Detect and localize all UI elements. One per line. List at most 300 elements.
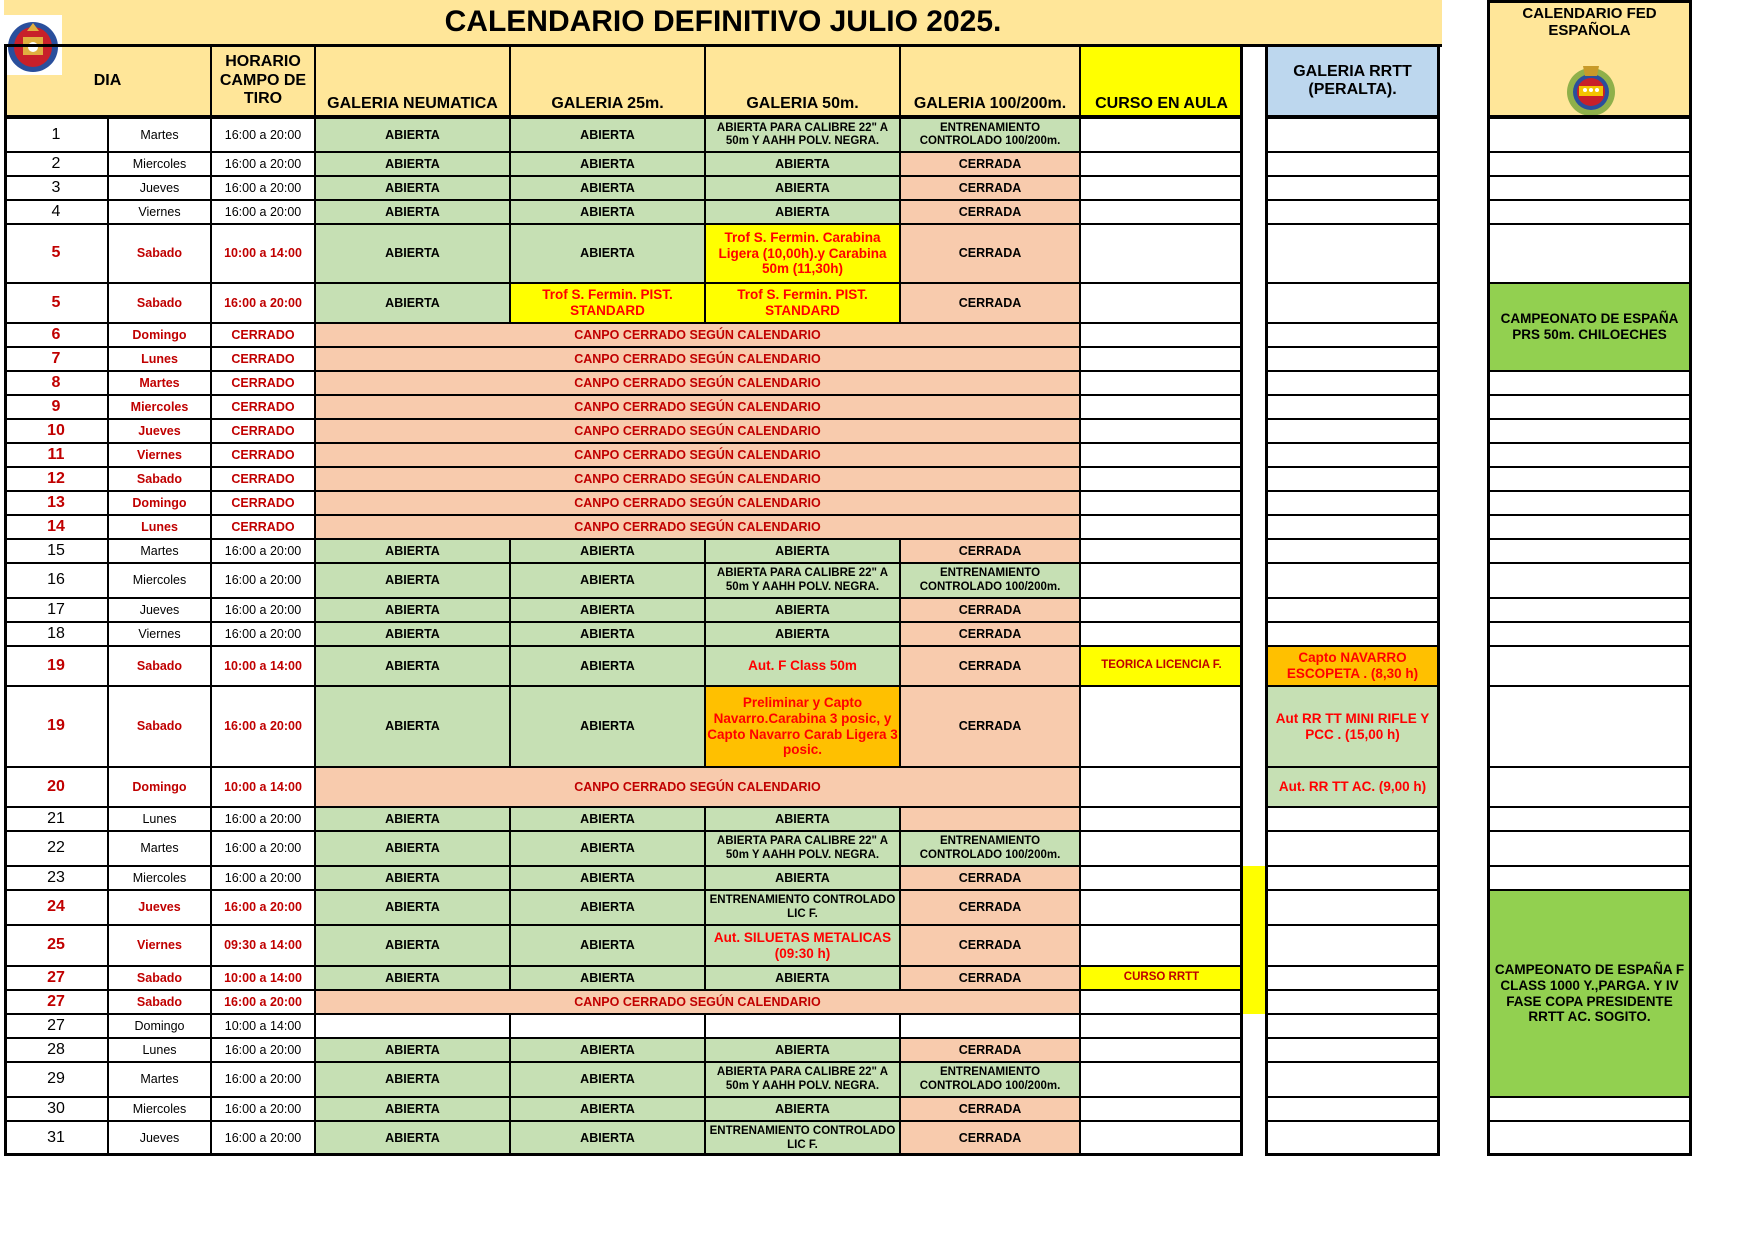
day-number: 2 — [4, 152, 108, 176]
fed-empty-cell — [1487, 118, 1692, 152]
galeria-neumatica-status: ABIERTA — [315, 890, 510, 925]
galeria-rrtt-cell — [1265, 622, 1440, 646]
galeria-50-status: ABIERTA — [705, 622, 900, 646]
galeria-rrtt-cell — [1265, 395, 1440, 419]
galeria-25-status: Trof S. Fermin. PIST. STANDARD — [510, 283, 705, 323]
day-name: Viernes — [108, 925, 211, 966]
galeria-rrtt-cell — [1265, 347, 1440, 371]
fed-empty-cell — [1487, 419, 1692, 443]
galeria-neumatica-status: ABIERTA — [315, 686, 510, 767]
galeria-neumatica-status: ABIERTA — [315, 807, 510, 831]
galeria-100-status: ENTRENAMIENTO CONTROLADO 100/200m. — [900, 563, 1080, 598]
fed-empty-cell — [1487, 866, 1692, 890]
schedule-hours: 10:00 a 14:00 — [211, 646, 315, 686]
galeria-rrtt-cell — [1265, 419, 1440, 443]
galeria-100-status: CERRADA — [900, 176, 1080, 200]
galeria-rrtt-cell — [1265, 990, 1440, 1014]
curso-aula-cell — [1080, 866, 1243, 890]
day-number: 18 — [4, 622, 108, 646]
curso-aula-cell — [1080, 491, 1243, 515]
galeria-25-status: ABIERTA — [510, 598, 705, 622]
day-name: Sabado — [108, 224, 211, 283]
day-name: Martes — [108, 118, 211, 152]
day-number: 13 — [4, 491, 108, 515]
curso-aula-cell — [1080, 419, 1243, 443]
galeria-100-status: ENTRENAMIENTO CONTROLADO 100/200m. — [900, 831, 1080, 866]
day-name: Sabado — [108, 990, 211, 1014]
galeria-50-status: Preliminar y Capto Navarro.Carabina 3 posic, y Capto Navarro Carab Ligera 3 posic. — [705, 686, 900, 767]
day-name: Jueves — [108, 419, 211, 443]
galeria-50-status: ABIERTA — [705, 152, 900, 176]
fed-empty-cell — [1487, 371, 1692, 395]
day-number: 7 — [4, 347, 108, 371]
schedule-hours: 10:00 a 14:00 — [211, 966, 315, 990]
schedule-hours: 10:00 a 14:00 — [211, 1014, 315, 1038]
fed-empty-cell — [1487, 152, 1692, 176]
fed-empty-cell — [1487, 467, 1692, 491]
galeria-neumatica-status: ABIERTA — [315, 925, 510, 966]
day-name: Domingo — [108, 323, 211, 347]
curso-aula-cell — [1080, 371, 1243, 395]
day-number: 15 — [4, 539, 108, 563]
fed-empty-cell — [1487, 563, 1692, 598]
schedule-hours: 16:00 a 20:00 — [211, 176, 315, 200]
day-name: Martes — [108, 371, 211, 395]
galeria-neumatica-status: ABIERTA — [315, 1097, 510, 1121]
curso-aula-cell — [1080, 598, 1243, 622]
fed-event: CAMPEONATO DE ESPAÑA F CLASS 1000 Y.,PARGA. Y IV FASE COPA PRESIDENTE RRTT AC. SOGITO. — [1487, 890, 1692, 1097]
fed-empty-cell — [1487, 515, 1692, 539]
galeria-rrtt-cell — [1265, 1014, 1440, 1038]
galeria-50-status: ENTRENAMIENTO CONTROLADO LIC F. — [705, 1121, 900, 1156]
curso-aula-cell — [1080, 323, 1243, 347]
galeria-50-status — [705, 1014, 900, 1038]
galeria-50-status: ABIERTA — [705, 539, 900, 563]
galeria-100-status: CERRADA — [900, 1097, 1080, 1121]
galeria-rrtt-cell — [1265, 176, 1440, 200]
closed-notice: CANPO CERRADO SEGÚN CALENDARIO — [315, 767, 1080, 807]
fed-empty-cell — [1487, 598, 1692, 622]
galeria-rrtt-cell — [1265, 1062, 1440, 1097]
day-name: Sabado — [108, 646, 211, 686]
schedule-hours: CERRADO — [211, 467, 315, 491]
schedule-hours: 16:00 a 20:00 — [211, 200, 315, 224]
galeria-25-status: ABIERTA — [510, 646, 705, 686]
day-number: 14 — [4, 515, 108, 539]
day-name: Jueves — [108, 598, 211, 622]
curso-aula-cell — [1080, 1062, 1243, 1097]
schedule-hours: 16:00 a 20:00 — [211, 807, 315, 831]
header-fed: CALENDARIO FED ESPAÑOLA — [1487, 0, 1692, 118]
galeria-neumatica-status: ABIERTA — [315, 152, 510, 176]
closed-notice: CANPO CERRADO SEGÚN CALENDARIO — [315, 395, 1080, 419]
galeria-neumatica-status: ABIERTA — [315, 1121, 510, 1156]
curso-aula-cell — [1080, 200, 1243, 224]
galeria-rrtt-cell: Aut. RR TT AC. (9,00 h) — [1265, 767, 1440, 807]
schedule-hours: 16:00 a 20:00 — [211, 563, 315, 598]
schedule-hours: CERRADO — [211, 515, 315, 539]
schedule-hours: 16:00 a 20:00 — [211, 283, 315, 323]
schedule-hours: 16:00 a 20:00 — [211, 686, 315, 767]
page-title: CALENDARIO DEFINITIVO JULIO 2025. — [4, 0, 1442, 47]
galeria-neumatica-status: ABIERTA — [315, 622, 510, 646]
closed-notice: CANPO CERRADO SEGÚN CALENDARIO — [315, 515, 1080, 539]
fed-empty-cell — [1487, 1121, 1692, 1156]
galeria-25-status: ABIERTA — [510, 925, 705, 966]
galeria-25-status: ABIERTA — [510, 118, 705, 152]
day-number: 25 — [4, 925, 108, 966]
galeria-25-status — [510, 1014, 705, 1038]
curso-aula-cell: TEORICA LICENCIA F. — [1080, 646, 1243, 686]
galeria-100-status — [900, 1014, 1080, 1038]
galeria-rrtt-cell: Capto NAVARRO ESCOPETA . (8,30 h) — [1265, 646, 1440, 686]
galeria-25-status: ABIERTA — [510, 539, 705, 563]
galeria-neumatica-status: ABIERTA — [315, 646, 510, 686]
fed-empty-cell — [1487, 767, 1692, 807]
day-name: Miercoles — [108, 866, 211, 890]
galeria-100-status: CERRADA — [900, 646, 1080, 686]
galeria-neumatica-status: ABIERTA — [315, 866, 510, 890]
galeria-100-status: CERRADA — [900, 598, 1080, 622]
galeria-rrtt-cell — [1265, 283, 1440, 323]
closed-notice: CANPO CERRADO SEGÚN CALENDARIO — [315, 443, 1080, 467]
schedule-hours: 09:30 a 14:00 — [211, 925, 315, 966]
galeria-rrtt-cell — [1265, 224, 1440, 283]
day-name: Jueves — [108, 890, 211, 925]
day-number: 21 — [4, 807, 108, 831]
galeria-50-status: ABIERTA — [705, 966, 900, 990]
galeria-rrtt-cell — [1265, 200, 1440, 224]
day-name: Miercoles — [108, 563, 211, 598]
schedule-hours: 16:00 a 20:00 — [211, 866, 315, 890]
galeria-rrtt-cell — [1265, 807, 1440, 831]
curso-aula-cell — [1080, 467, 1243, 491]
galeria-neumatica-status: ABIERTA — [315, 1038, 510, 1062]
galeria-50-status: ABIERTA PARA CALIBRE 22" A 50m Y AAHH POLV. NEGRA. — [705, 563, 900, 598]
header-neumatica: GALERIA NEUMATICA — [315, 44, 510, 118]
galeria-rrtt-cell — [1265, 563, 1440, 598]
schedule-hours: 16:00 a 20:00 — [211, 1097, 315, 1121]
schedule-hours: 16:00 a 20:00 — [211, 152, 315, 176]
curso-aula-cell — [1080, 1121, 1243, 1156]
day-name: Lunes — [108, 347, 211, 371]
galeria-100-status — [900, 807, 1080, 831]
day-name: Lunes — [108, 1038, 211, 1062]
closed-notice: CANPO CERRADO SEGÚN CALENDARIO — [315, 323, 1080, 347]
fed-empty-cell — [1487, 224, 1692, 283]
curso-aula-cell — [1080, 176, 1243, 200]
aula-highlight-strip — [1243, 866, 1265, 1014]
galeria-50-status: ABIERTA — [705, 200, 900, 224]
day-number: 8 — [4, 371, 108, 395]
galeria-100-status: CERRADA — [900, 200, 1080, 224]
galeria-neumatica-status: ABIERTA — [315, 118, 510, 152]
header-galeria-50: GALERIA 50m. — [705, 44, 900, 118]
galeria-100-status: CERRADA — [900, 539, 1080, 563]
day-number: 10 — [4, 419, 108, 443]
schedule-hours: 10:00 a 14:00 — [211, 224, 315, 283]
galeria-100-status: CERRADA — [900, 890, 1080, 925]
galeria-25-status: ABIERTA — [510, 200, 705, 224]
galeria-rrtt-cell — [1265, 598, 1440, 622]
schedule-hours: 16:00 a 20:00 — [211, 1121, 315, 1156]
galeria-100-status: CERRADA — [900, 622, 1080, 646]
galeria-neumatica-status: ABIERTA — [315, 283, 510, 323]
galeria-100-status: CERRADA — [900, 283, 1080, 323]
curso-aula-cell — [1080, 622, 1243, 646]
day-number: 31 — [4, 1121, 108, 1156]
day-name: Domingo — [108, 767, 211, 807]
header-curso-aula: CURSO EN AULA — [1080, 44, 1243, 118]
closed-notice: CANPO CERRADO SEGÚN CALENDARIO — [315, 371, 1080, 395]
day-name: Jueves — [108, 176, 211, 200]
curso-aula-cell — [1080, 283, 1243, 323]
schedule-hours: CERRADO — [211, 443, 315, 467]
closed-notice: CANPO CERRADO SEGÚN CALENDARIO — [315, 990, 1080, 1014]
curso-aula-cell — [1080, 1097, 1243, 1121]
galeria-rrtt-cell — [1265, 890, 1440, 925]
day-number: 24 — [4, 890, 108, 925]
day-number: 9 — [4, 395, 108, 419]
galeria-rrtt-cell — [1265, 371, 1440, 395]
day-name: Viernes — [108, 622, 211, 646]
day-name: Sabado — [108, 966, 211, 990]
day-name: Lunes — [108, 807, 211, 831]
galeria-50-status: ABIERTA — [705, 866, 900, 890]
galeria-neumatica-status: ABIERTA — [315, 539, 510, 563]
schedule-hours: 10:00 a 14:00 — [211, 767, 315, 807]
galeria-rrtt-cell — [1265, 323, 1440, 347]
day-name: Viernes — [108, 443, 211, 467]
day-number: 22 — [4, 831, 108, 866]
day-number: 17 — [4, 598, 108, 622]
galeria-rrtt-cell — [1265, 866, 1440, 890]
day-number: 30 — [4, 1097, 108, 1121]
galeria-rrtt-cell — [1265, 966, 1440, 990]
galeria-25-status: ABIERTA — [510, 1097, 705, 1121]
club-crest-icon — [4, 15, 62, 75]
fed-empty-cell — [1487, 831, 1692, 866]
galeria-25-status: ABIERTA — [510, 152, 705, 176]
galeria-rrtt-cell — [1265, 1121, 1440, 1156]
curso-aula-cell — [1080, 347, 1243, 371]
galeria-50-status: ABIERTA — [705, 598, 900, 622]
galeria-neumatica-status: ABIERTA — [315, 224, 510, 283]
day-name: Sabado — [108, 686, 211, 767]
galeria-rrtt-cell — [1265, 925, 1440, 966]
galeria-50-status: Trof S. Fermin. PIST. STANDARD — [705, 283, 900, 323]
fed-empty-cell — [1487, 176, 1692, 200]
galeria-100-status: CERRADA — [900, 152, 1080, 176]
header-galeria-rrtt: GALERIA RRTT (PERALTA). — [1265, 44, 1440, 118]
schedule-hours: CERRADO — [211, 395, 315, 419]
galeria-25-status: ABIERTA — [510, 622, 705, 646]
header-dia: DIA — [4, 44, 211, 118]
day-number: 27 — [4, 966, 108, 990]
galeria-100-status: CERRADA — [900, 966, 1080, 990]
galeria-100-status: CERRADA — [900, 925, 1080, 966]
schedule-hours: 16:00 a 20:00 — [211, 118, 315, 152]
schedule-hours: CERRADO — [211, 323, 315, 347]
header-horario: HORARIO CAMPO DE TIRO — [211, 44, 315, 118]
curso-aula-cell — [1080, 925, 1243, 966]
galeria-100-status: ENTRENAMIENTO CONTROLADO 100/200m. — [900, 118, 1080, 152]
galeria-50-status: Trof S. Fermin. Carabina Ligera (10,00h).y Carabina 50m (11,30h) — [705, 224, 900, 283]
day-number: 19 — [4, 646, 108, 686]
galeria-50-status: ABIERTA — [705, 1097, 900, 1121]
galeria-25-status: ABIERTA — [510, 831, 705, 866]
closed-notice: CANPO CERRADO SEGÚN CALENDARIO — [315, 467, 1080, 491]
fed-empty-cell — [1487, 807, 1692, 831]
fed-empty-cell — [1487, 491, 1692, 515]
fed-empty-cell — [1487, 622, 1692, 646]
galeria-neumatica-status — [315, 1014, 510, 1038]
day-number: 19 — [4, 686, 108, 767]
day-number: 23 — [4, 866, 108, 890]
galeria-neumatica-status: ABIERTA — [315, 200, 510, 224]
curso-aula-cell — [1080, 443, 1243, 467]
day-number: 1 — [4, 118, 108, 152]
galeria-25-status: ABIERTA — [510, 176, 705, 200]
schedule-hours: CERRADO — [211, 491, 315, 515]
galeria-rrtt-cell: Aut RR TT MINI RIFLE Y PCC . (15,00 h) — [1265, 686, 1440, 767]
day-number: 20 — [4, 767, 108, 807]
header-galeria-100: GALERIA 100/200m. — [900, 44, 1080, 118]
closed-notice: CANPO CERRADO SEGÚN CALENDARIO — [315, 347, 1080, 371]
schedule-hours: 16:00 a 20:00 — [211, 990, 315, 1014]
curso-aula-cell — [1080, 686, 1243, 767]
day-number: 5 — [4, 283, 108, 323]
galeria-rrtt-cell — [1265, 118, 1440, 152]
curso-aula-cell — [1080, 224, 1243, 283]
galeria-neumatica-status: ABIERTA — [315, 966, 510, 990]
galeria-100-status: CERRADA — [900, 686, 1080, 767]
day-name: Martes — [108, 831, 211, 866]
header-galeria-25: GALERIA 25m. — [510, 44, 705, 118]
galeria-50-status: ABIERTA PARA CALIBRE 22" A 50m Y AAHH POLV. NEGRA. — [705, 1062, 900, 1097]
day-number: 27 — [4, 1014, 108, 1038]
day-name: Lunes — [108, 515, 211, 539]
schedule-hours: 16:00 a 20:00 — [211, 1062, 315, 1097]
curso-aula-cell — [1080, 807, 1243, 831]
galeria-25-status: ABIERTA — [510, 1038, 705, 1062]
curso-aula-cell — [1080, 990, 1243, 1014]
day-name: Martes — [108, 539, 211, 563]
day-name: Miercoles — [108, 1097, 211, 1121]
galeria-rrtt-cell — [1265, 1038, 1440, 1062]
galeria-100-status: CERRADA — [900, 224, 1080, 283]
curso-aula-cell — [1080, 539, 1243, 563]
galeria-neumatica-status: ABIERTA — [315, 831, 510, 866]
curso-aula-cell — [1080, 831, 1243, 866]
galeria-25-status: ABIERTA — [510, 807, 705, 831]
day-name: Miercoles — [108, 395, 211, 419]
day-number: 4 — [4, 200, 108, 224]
fed-empty-cell — [1487, 395, 1692, 419]
galeria-100-status: CERRADA — [900, 1038, 1080, 1062]
day-number: 28 — [4, 1038, 108, 1062]
schedule-hours: CERRADO — [211, 419, 315, 443]
day-number: 12 — [4, 467, 108, 491]
galeria-50-status: ABIERTA PARA CALIBRE 22" A 50m Y AAHH POLV. NEGRA. — [705, 118, 900, 152]
schedule-hours: CERRADO — [211, 347, 315, 371]
fed-empty-cell — [1487, 646, 1692, 686]
galeria-rrtt-cell — [1265, 515, 1440, 539]
galeria-25-status: ABIERTA — [510, 224, 705, 283]
fed-empty-cell — [1487, 443, 1692, 467]
galeria-25-status: ABIERTA — [510, 686, 705, 767]
galeria-neumatica-status: ABIERTA — [315, 176, 510, 200]
curso-aula-cell — [1080, 1014, 1243, 1038]
day-name: Sabado — [108, 283, 211, 323]
galeria-50-status: ENTRENAMIENTO CONTROLADO LIC F. — [705, 890, 900, 925]
curso-aula-cell — [1080, 767, 1243, 807]
schedule-hours: 16:00 a 20:00 — [211, 622, 315, 646]
day-number: 27 — [4, 990, 108, 1014]
day-name: Domingo — [108, 491, 211, 515]
day-name: Viernes — [108, 200, 211, 224]
day-name: Jueves — [108, 1121, 211, 1156]
day-number: 16 — [4, 563, 108, 598]
galeria-100-status: CERRADA — [900, 866, 1080, 890]
closed-notice: CANPO CERRADO SEGÚN CALENDARIO — [315, 419, 1080, 443]
curso-aula-cell — [1080, 395, 1243, 419]
galeria-25-status: ABIERTA — [510, 866, 705, 890]
day-name: Martes — [108, 1062, 211, 1097]
galeria-100-status: CERRADA — [900, 1121, 1080, 1156]
day-number: 11 — [4, 443, 108, 467]
galeria-25-status: ABIERTA — [510, 966, 705, 990]
galeria-rrtt-cell — [1265, 152, 1440, 176]
day-name: Domingo — [108, 1014, 211, 1038]
galeria-50-status: ABIERTA PARA CALIBRE 22" A 50m Y AAHH POLV. NEGRA. — [705, 831, 900, 866]
fed-empty-cell — [1487, 539, 1692, 563]
closed-notice: CANPO CERRADO SEGÚN CALENDARIO — [315, 491, 1080, 515]
day-number: 6 — [4, 323, 108, 347]
schedule-hours: 16:00 a 20:00 — [211, 539, 315, 563]
galeria-rrtt-cell — [1265, 491, 1440, 515]
fed-event: CAMPEONATO DE ESPAÑA PRS 50m. CHILOECHES — [1487, 283, 1692, 371]
fed-empty-cell — [1487, 686, 1692, 767]
curso-aula-cell — [1080, 563, 1243, 598]
galeria-50-status: ABIERTA — [705, 807, 900, 831]
fed-empty-cell — [1487, 1097, 1692, 1121]
day-number: 3 — [4, 176, 108, 200]
galeria-25-status: ABIERTA — [510, 1121, 705, 1156]
schedule-hours: CERRADO — [211, 371, 315, 395]
day-name: Sabado — [108, 467, 211, 491]
curso-aula-cell — [1080, 515, 1243, 539]
galeria-100-status: ENTRENAMIENTO CONTROLADO 100/200m. — [900, 1062, 1080, 1097]
galeria-25-status: ABIERTA — [510, 890, 705, 925]
galeria-neumatica-status: ABIERTA — [315, 563, 510, 598]
galeria-neumatica-status: ABIERTA — [315, 598, 510, 622]
galeria-rrtt-cell — [1265, 539, 1440, 563]
galeria-50-status: Aut. SILUETAS METALICAS (09:30 h) — [705, 925, 900, 966]
galeria-rrtt-cell — [1265, 831, 1440, 866]
day-name: Miercoles — [108, 152, 211, 176]
galeria-50-status: Aut. F Class 50m — [705, 646, 900, 686]
schedule-hours: 16:00 a 20:00 — [211, 890, 315, 925]
schedule-hours: 16:00 a 20:00 — [211, 1038, 315, 1062]
galeria-rrtt-cell — [1265, 1097, 1440, 1121]
schedule-hours: 16:00 a 20:00 — [211, 831, 315, 866]
federation-crest-icon — [1565, 58, 1617, 118]
galeria-25-status: ABIERTA — [510, 1062, 705, 1097]
day-number: 29 — [4, 1062, 108, 1097]
curso-aula-cell — [1080, 118, 1243, 152]
curso-aula-cell — [1080, 890, 1243, 925]
